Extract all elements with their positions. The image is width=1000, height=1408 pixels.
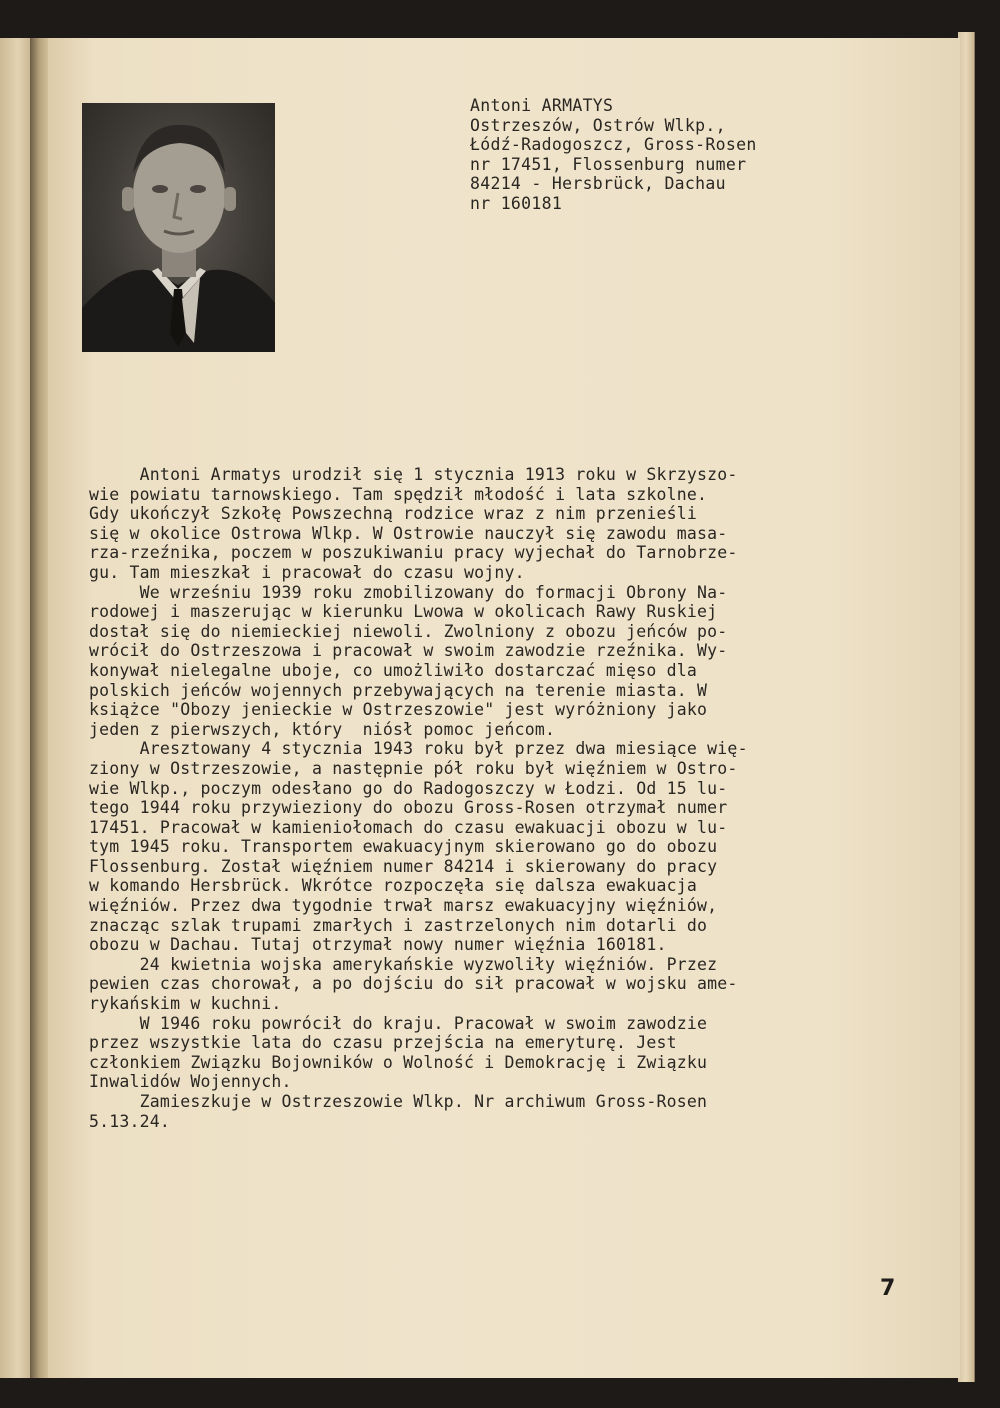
page-number: 7 bbox=[880, 1276, 896, 1301]
caption-line: 84214 - Hersbrück, Dachau bbox=[470, 174, 726, 194]
text-line: We wrześniu 1939 roku zmobilizowany do formacji Obrony Na- bbox=[89, 582, 728, 602]
caption-line: Łódź-Radogoszcz, Gross-Rosen bbox=[470, 135, 757, 155]
text-line: gu. Tam mieszkał i pracował do czasu wojny. bbox=[89, 562, 525, 582]
caption-line: nr 160181 bbox=[470, 193, 563, 213]
text-line: W 1946 roku powrócił do kraju. Pracował w swoim zawodzie bbox=[89, 1013, 708, 1033]
caption-name: Antoni ARMATYS bbox=[470, 96, 614, 115]
caption-line: nr 17451, Flossenburg numer bbox=[470, 154, 747, 174]
page-stack-edge bbox=[958, 32, 975, 1382]
text-line: Gdy ukończył Szkołę Powszechną rodzice wraz z nim przenieśli bbox=[89, 504, 698, 524]
text-line: 24 kwietnia wojska amerykańskie wyzwoliły więźniów. Przez bbox=[89, 954, 718, 974]
text-line: Aresztowany 4 stycznia 1943 roku był przez dwa miesiące wię- bbox=[89, 739, 748, 759]
text-line: wie Wlkp., poczym odesłano go do Radogoszczy w Łodzi. Od 15 lu- bbox=[89, 778, 728, 798]
text-line: Inwalidów Wojennych. bbox=[89, 1072, 292, 1092]
text-line: przez wszystkie lata do czasu przejścia na emeryturę. Jest bbox=[89, 1033, 677, 1053]
text-line: w komando Hersbrück. Wkrótce rozpoczęła się dalsza ewakuacja bbox=[89, 876, 698, 896]
text-line: wrócił do Ostrzeszowa i pracował w swoim zawodzie rzeźnika. Wy- bbox=[89, 641, 728, 661]
text-line: polskich jeńców wojennych przebywających na terenie miasta. W bbox=[89, 680, 708, 700]
text-line: Antoni Armatys urodził się 1 stycznia 1913 roku w Skrzyszo- bbox=[89, 465, 738, 484]
text-line: Flossenburg. Został więźniem numer 84214 i skierowany do pracy bbox=[89, 856, 718, 876]
text-line: członkiem Związku Bojowników o Wolność i Demokrację i Związku bbox=[89, 1052, 708, 1072]
text-line: tego 1944 roku przywieziony do obozu Gross-Rosen otrzymał numer bbox=[89, 798, 728, 818]
text-line: rza-rzeźnika, poczem w poszukiwaniu pracy wyjechał do Tarnobrze- bbox=[89, 543, 738, 563]
text-line: Zamieszkuje w Ostrzeszowie Wlkp. Nr archiwum Gross-Rosen bbox=[89, 1092, 708, 1111]
text-line: wie powiatu tarnowskiego. Tam spędził młodość i lata szkolne. bbox=[89, 484, 708, 504]
text-line: pewien czas chorował, a po dojściu do sił pracował w wojsku ame- bbox=[89, 974, 738, 994]
text-line: 5.13.24. bbox=[89, 1111, 171, 1131]
text-line: więźniów. Przez dwa tygodnie trwał marsz ewakuacyjny więźniów, bbox=[89, 896, 718, 916]
text-line: dostał się do niemieckiej niewoli. Zwolniony z obozu jeńców po- bbox=[89, 621, 728, 641]
biography-text bbox=[89, 465, 869, 1131]
caption-line: Ostrzeszów, Ostrów Wlkp., bbox=[470, 115, 726, 135]
text-line: 17451. Pracował w kamieniołomach do czasu ewakuacji obozu w lu- bbox=[89, 817, 728, 837]
text-line: ziony w Ostrzeszowie, a następnie pół roku był więźniem w Ostro- bbox=[89, 758, 738, 778]
text-line: rykańskim w kuchni. bbox=[89, 994, 282, 1014]
portrait-photo bbox=[82, 103, 275, 352]
text-line: książce "Obozy jenieckie w Ostrzeszowie" jest wyróżniony jako bbox=[89, 700, 708, 720]
text-line: konywał nielegalne uboje, co umożliwiło dostarczać mięso dla bbox=[89, 660, 698, 680]
portrait-figure bbox=[82, 103, 275, 352]
caption-block bbox=[470, 96, 870, 214]
text-line: obozu w Dachau. Tutaj otrzymał nowy numer więźnia 160181. bbox=[89, 935, 667, 955]
text-line: rodowej i maszerując w kierunku Lwowa w okolicach Rawy Ruskiej bbox=[89, 602, 718, 622]
text-line: się w okolice Ostrowa Wlkp. W Ostrowie nauczył się zawodu masa- bbox=[89, 523, 728, 543]
previous-page-edge bbox=[0, 38, 30, 1378]
text-line: jeden z pierwszych, który niósł pomoc jeńcom. bbox=[89, 719, 556, 739]
text-line: tym 1945 roku. Transportem ewakuacyjnym skierowano go do obozu bbox=[89, 837, 718, 857]
text-line: znacząc szlak trupami zmarłych i zastrzelonych nim dotarli do bbox=[89, 915, 708, 935]
